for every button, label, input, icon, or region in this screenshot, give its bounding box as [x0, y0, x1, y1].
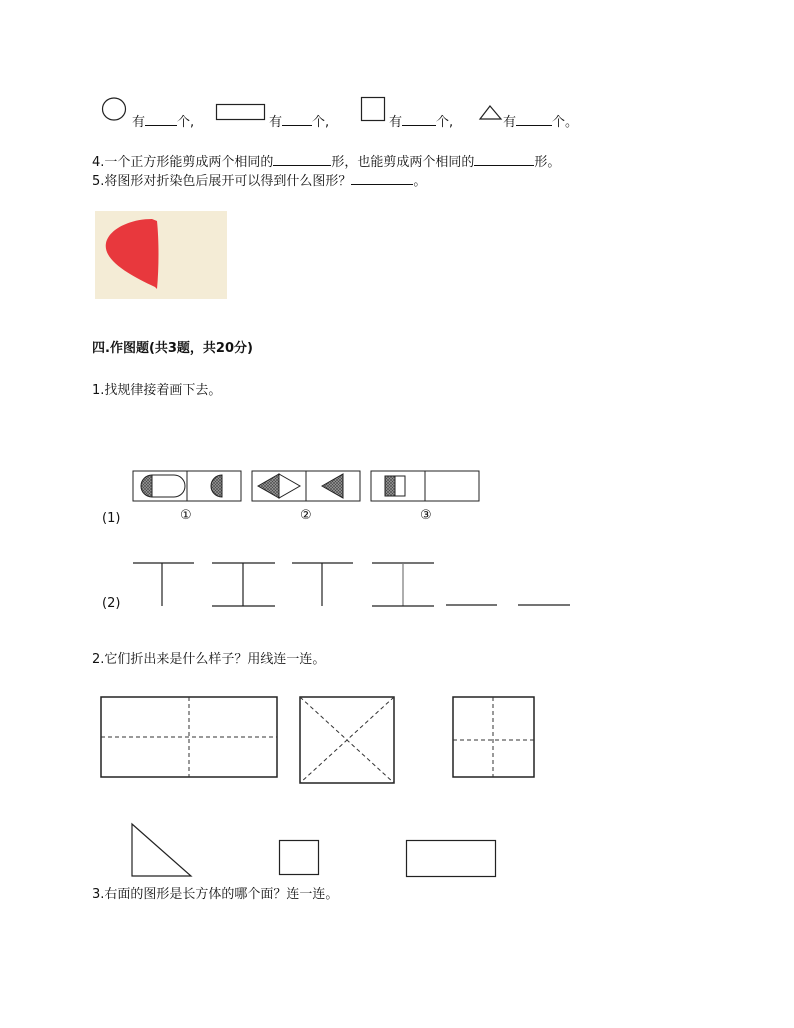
folded-rectangle-figure[interactable]: [100, 696, 280, 780]
marker-1: ①: [180, 508, 192, 523]
pattern-row-2: [130, 560, 580, 612]
answer-blank[interactable]: [282, 113, 312, 126]
triangle-count-blank: [503, 113, 578, 131]
problem-1-prompt: 1.找规律接着画下去。: [92, 383, 222, 398]
rectangle-shape-icon: [216, 104, 266, 122]
row-1-label: (1): [102, 511, 121, 526]
count-label: 有: [503, 115, 517, 130]
answer-blank[interactable]: [145, 113, 177, 126]
circle-shape-icon: [101, 97, 129, 123]
pattern-group-1: [133, 471, 241, 501]
folded-diagonal-figure[interactable]: [299, 696, 396, 786]
half-leaf-image: [95, 211, 227, 299]
marker-2: ②: [300, 508, 312, 523]
answer-blank[interactable]: [516, 113, 552, 126]
count-label: 有: [132, 115, 146, 130]
count-label: 有: [389, 115, 403, 130]
q4-middle: 形，也能剪成两个相同的: [331, 155, 475, 170]
problem-2-prompt: 2.它们折出来是什么样子？用线连一连。: [92, 652, 326, 667]
answer-blank[interactable]: [402, 113, 436, 126]
row-2-label: (2): [102, 596, 121, 611]
pattern-row-1: [130, 468, 490, 508]
answer-blank[interactable]: [474, 153, 534, 166]
pattern-group-3: [371, 471, 479, 501]
q4-suffix: 形。: [534, 155, 561, 170]
q5-suffix: 。: [413, 174, 427, 189]
count-unit: 个。: [552, 115, 579, 130]
rectangle-result-shape[interactable]: [406, 840, 498, 878]
answer-blank[interactable]: [351, 172, 413, 185]
marker-3: ③: [420, 508, 432, 523]
question-5: [92, 172, 426, 190]
triangle-result-shape[interactable]: [131, 823, 193, 879]
question-4: [92, 153, 560, 171]
answer-blank[interactable]: [273, 153, 331, 166]
q4-prefix: 4.一个正方形能剪成两个相同的: [92, 155, 274, 170]
folded-square-figure[interactable]: [452, 696, 536, 780]
square-count-blank: [389, 113, 453, 131]
section-heading: 四.作图题(共3题，共20分): [92, 341, 253, 356]
q5-prefix: 5.将图形对折染色后展开可以得到什么图形？: [92, 174, 352, 189]
count-label: 有: [269, 115, 283, 130]
rectangle-count-blank: [269, 113, 329, 131]
triangle-shape-icon: [479, 105, 503, 121]
count-unit: 个,: [312, 115, 330, 130]
square-shape-icon: [361, 97, 387, 123]
circle-count-blank: [132, 113, 194, 131]
pattern-group-2: [252, 471, 360, 501]
problem-3-prompt: 3.右面的图形是长方体的哪个面？连一连。: [92, 887, 339, 902]
small-square-result-shape[interactable]: [279, 840, 321, 876]
count-unit: 个,: [177, 115, 195, 130]
count-unit: 个,: [436, 115, 454, 130]
